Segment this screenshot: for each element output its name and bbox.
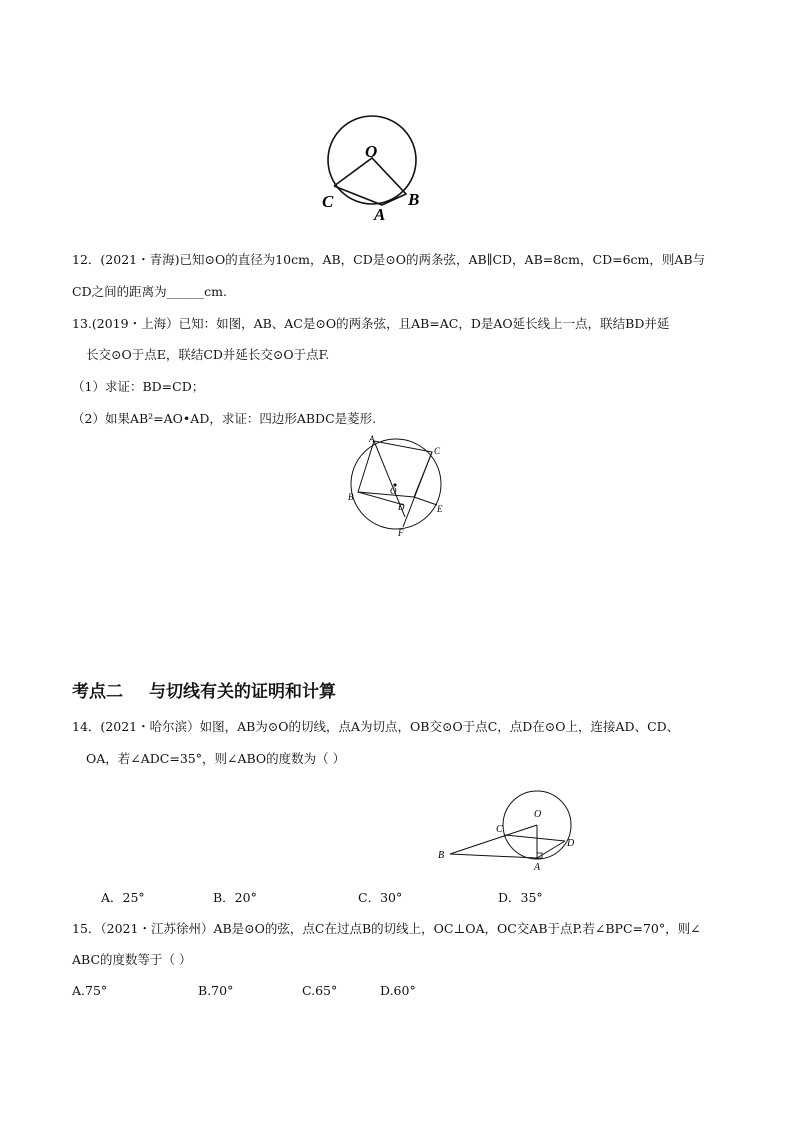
fig2-label-a: A [369, 434, 375, 444]
fig1-label-c: C [322, 192, 334, 211]
fig3-label-a: A [534, 862, 541, 873]
q15-line1: 15．（2021・江苏徐州）AB是⊙O的弦，点C在过点B的切线上，OC⊥OA，OC交AB于点P.若∠BPC=70°，则∠ [72, 921, 701, 936]
figure-circle-abdc [340, 432, 470, 542]
fig3-label-c: C [496, 824, 503, 835]
fig2-label-e: E [437, 504, 443, 514]
fig2-label-d: D [398, 502, 405, 512]
q14-line2: OA，若∠ADC=35°，则∠ABO的度数为（ ） [86, 751, 346, 766]
fig1-label-a: A [374, 205, 386, 224]
q12-line1: 12．(2021・青海)已知⊙O的直径为10cm，AB，CD是⊙O的两条弦，AB∥CD，AB=8cm，CD=6cm，则AB与 [72, 252, 706, 267]
fig1-label-o: O [365, 142, 378, 161]
section-title: 与切线有关的证明和计算 [149, 682, 336, 702]
q14-option-a: A．25° [101, 890, 145, 905]
q14-option-b: B．20° [213, 890, 257, 905]
section-heading [72, 677, 362, 702]
fig3-label-b: B [438, 850, 445, 861]
q14-option-d: D．35° [498, 890, 543, 905]
q13-line2: 长交⊙O于点E，联结CD并延长交⊙O于点F. [86, 347, 330, 362]
fig3-label-o: O [534, 809, 542, 820]
section-number: 考点二 [72, 682, 123, 702]
q13-line1: 13.(2019・上海）已知：如图，AB、AC是⊙O的两条弦，且AB=AC，D是AO延长线上一点，联结BD并延 [72, 316, 670, 331]
fig2-label-o: O [390, 486, 397, 496]
fig3-label-d: D [567, 838, 575, 849]
q14-option-c: C．30° [358, 890, 403, 905]
q12-line2: CD之间的距离为______cm. [72, 284, 227, 299]
q13-part2: （2）如果AB²=AO•AD，求证：四边形ABDC是菱形. [72, 411, 377, 426]
figure-tangent-ab [430, 800, 590, 875]
fig2-label-c: C [434, 446, 441, 456]
q15-line2: ABC的度数等于（ ） [72, 952, 192, 967]
figure-circle-oabc [320, 112, 440, 222]
q15-option-a: A.75° [72, 983, 108, 998]
q14-line1: 14．(2021・哈尔滨）如图，AB为⊙O的切线，点A为切点，OB交⊙O于点C，点D在⊙O上，连接AD、CD、 [72, 719, 680, 734]
q15-option-d: D.60° [380, 983, 416, 998]
q13-part1: （1）求证：BD=CD； [72, 379, 205, 394]
fig2-label-f: F [398, 528, 404, 538]
q15-option-c: C.65° [302, 983, 338, 998]
q15-option-b: B.70° [198, 983, 234, 998]
fig1-label-b: B [408, 190, 420, 209]
fig2-label-b: B [348, 492, 354, 502]
